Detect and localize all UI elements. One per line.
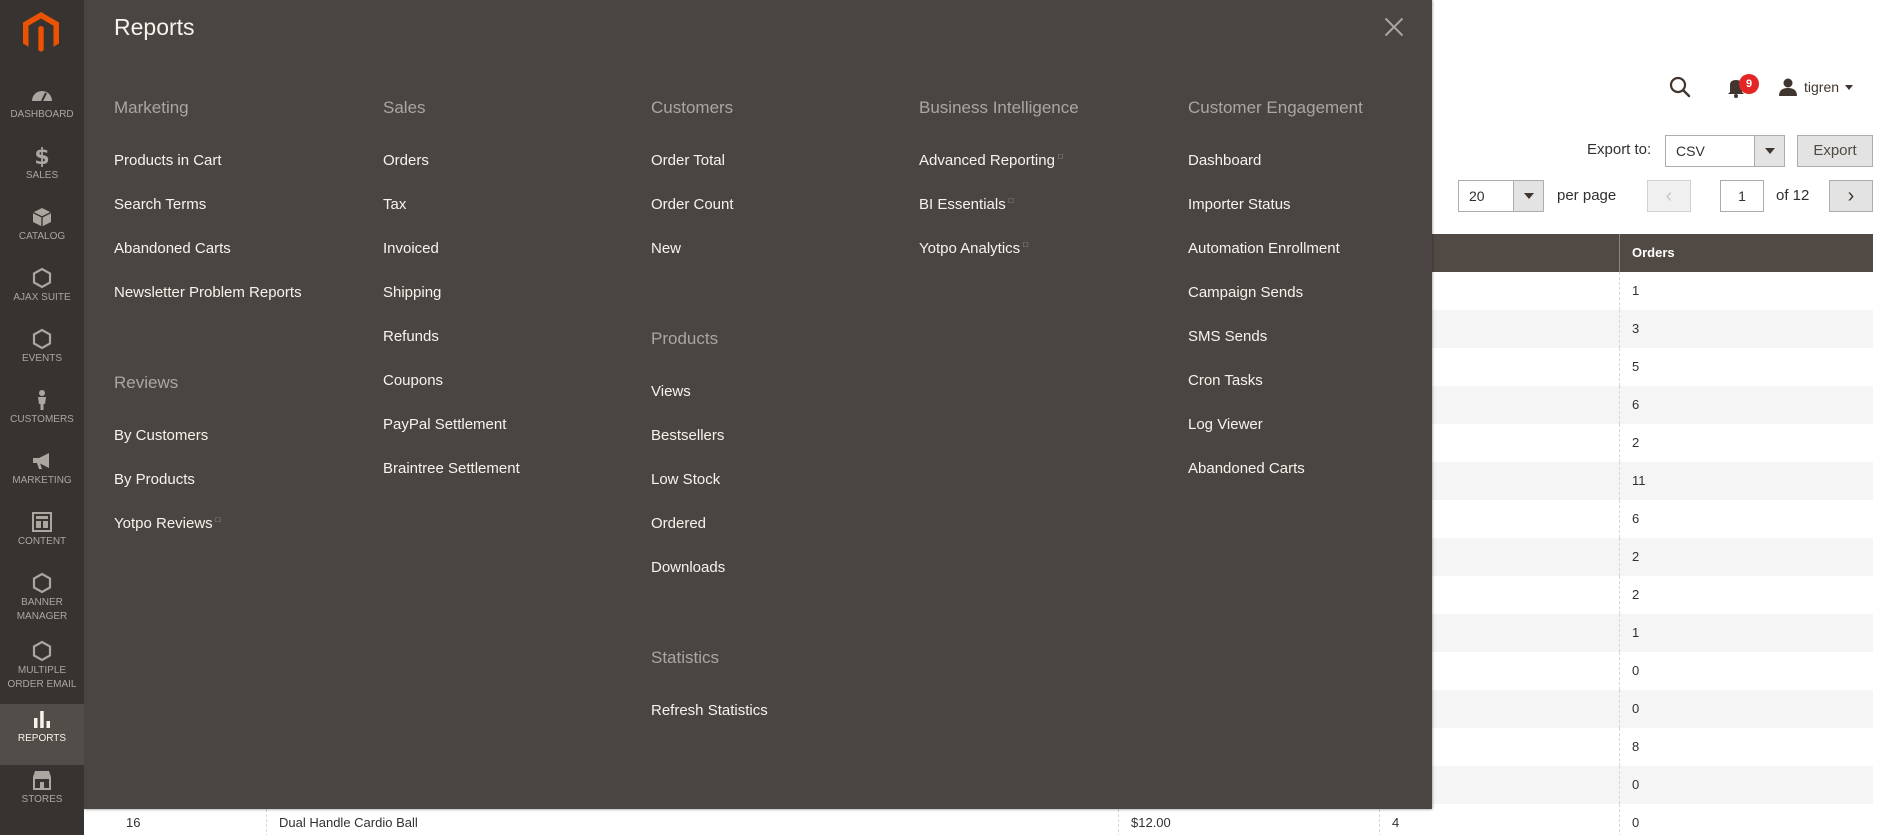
previous-page-button[interactable]: [1647, 180, 1691, 212]
chevron-left-icon: ‹: [1665, 184, 1673, 207]
hexagon-icon: [30, 572, 54, 594]
megaphone-icon: [30, 450, 54, 472]
sidebar-item-customers[interactable]: [0, 385, 84, 446]
flyout-title: Reports: [114, 14, 195, 40]
next-page-button[interactable]: [1829, 180, 1873, 212]
reports-flyout: [84, 0, 1432, 809]
link-search-terms[interactable]: Search Terms: [114, 196, 207, 213]
dollar-icon: [30, 145, 54, 167]
cell-orders: 3: [1619, 310, 1639, 348]
external-link-icon: □: [1023, 240, 1029, 249]
link-newsletter-problem-reports[interactable]: Newsletter Problem Reports: [114, 284, 302, 301]
link-new[interactable]: New: [651, 240, 682, 257]
sidebar-item-label: STORES: [21, 794, 63, 805]
link-label: Advanced Reporting: [919, 152, 1055, 169]
notifications-badge: 9: [1739, 74, 1759, 94]
group-title-reviews: Reviews: [114, 373, 179, 392]
link-ordered[interactable]: Ordered: [651, 515, 707, 532]
cell-orders: 2: [1619, 576, 1639, 614]
hexagon-icon: [30, 328, 54, 350]
sidebar-item-stores[interactable]: [0, 765, 84, 826]
link-braintree-settlement[interactable]: Braintree Settlement: [383, 460, 520, 477]
cell-orders: 0: [1619, 652, 1639, 690]
link-order-count[interactable]: Order Count: [651, 196, 734, 213]
cell-orders: 2: [1619, 538, 1639, 576]
user-name: tigren: [1804, 79, 1840, 95]
sidebar-item-events[interactable]: [0, 324, 84, 385]
link-sms-sends[interactable]: SMS Sends: [1188, 328, 1268, 345]
link-invoiced[interactable]: Invoiced: [383, 240, 439, 257]
close-icon[interactable]: [1381, 14, 1407, 40]
export-button[interactable]: Export: [1797, 135, 1873, 167]
link-by-products[interactable]: By Products: [114, 471, 195, 488]
link-abandoned-carts[interactable]: Abandoned Carts: [114, 240, 231, 257]
total-pages: of 12: [1776, 187, 1810, 204]
link-paypal-settlement[interactable]: PayPal Settlement: [383, 416, 507, 433]
sidebar-item-label: CONTENT: [17, 536, 67, 547]
link-campaign-sends[interactable]: Campaign Sends: [1188, 284, 1304, 301]
hexagon-icon: [30, 267, 54, 289]
per-page-value: 20: [1469, 188, 1485, 204]
group-title-statistics: Statistics: [651, 648, 720, 667]
export-label: Export to:: [1587, 141, 1652, 158]
user-menu[interactable]: [1778, 75, 1853, 99]
store-icon: [30, 769, 54, 791]
cell-orders: 0: [1619, 804, 1639, 835]
cell-id: 16: [126, 815, 141, 830]
sidebar-item-reports[interactable]: [0, 704, 84, 765]
link-dashboard[interactable]: Dashboard: [1188, 152, 1262, 169]
link-engagement-abandoned-carts[interactable]: Abandoned Carts: [1188, 460, 1305, 477]
link-order-total[interactable]: Order Total: [651, 152, 725, 169]
cell-quantity: 4: [1379, 804, 1399, 835]
sidebar-item-label: MARKETING: [12, 475, 72, 486]
cell-orders: 2: [1619, 424, 1639, 462]
sidebar-item-label: AJAX SUITE: [13, 292, 71, 303]
link-cron-tasks[interactable]: Cron Tasks: [1188, 372, 1263, 389]
sidebar-item-label: SALES: [25, 170, 59, 181]
sidebar-item-label: MULTIPLE ORDER EMAIL: [7, 665, 77, 690]
sidebar-item-label: EVENTS: [21, 353, 62, 364]
cell-orders: 6: [1619, 386, 1639, 424]
link-refresh-statistics[interactable]: Refresh Statistics: [651, 702, 768, 719]
link-yotpo-analytics[interactable]: [919, 240, 1028, 257]
box-icon: [30, 206, 54, 228]
cell-product-name: Dual Handle Cardio Ball: [266, 804, 418, 835]
export-format-value: CSV: [1676, 143, 1705, 159]
sidebar-item-label: DASHBOARD: [10, 109, 74, 120]
sidebar-item-catalog[interactable]: [0, 202, 84, 263]
sidebar-item-banner-manager[interactable]: [0, 568, 84, 636]
link-advanced-reporting[interactable]: [919, 152, 1063, 169]
chevron-down-icon: [1845, 85, 1853, 90]
group-title-products: Products: [651, 329, 719, 348]
sidebar-item-label: CUSTOMERS: [10, 414, 74, 425]
link-views[interactable]: Views: [651, 383, 691, 400]
link-bestsellers[interactable]: Bestsellers: [651, 427, 725, 444]
external-link-icon: □: [215, 515, 221, 524]
svg-text:$: $: [34, 145, 50, 167]
link-shipping[interactable]: Shipping: [383, 284, 442, 301]
link-downloads[interactable]: Downloads: [651, 559, 726, 576]
layout-icon: [30, 511, 54, 533]
link-automation-enrollment[interactable]: Automation Enrollment: [1188, 240, 1340, 257]
link-label: Yotpo Analytics: [919, 240, 1021, 257]
group-title-customer-engagement: Customer Engagement: [1188, 98, 1363, 117]
chevron-down-icon: [1513, 181, 1543, 211]
group-title-marketing: Marketing: [114, 98, 189, 117]
link-label: Yotpo Reviews: [114, 515, 213, 532]
sidebar-item-label: BANNER MANAGER: [16, 597, 68, 622]
link-coupons[interactable]: Coupons: [383, 372, 444, 389]
search-icon[interactable]: [1668, 75, 1692, 99]
person-icon: [30, 389, 54, 411]
sidebar-item-label: CATALOG: [18, 231, 66, 242]
page-number-input[interactable]: 1: [1720, 180, 1764, 212]
magento-logo-icon[interactable]: [19, 10, 63, 54]
group-title-customers: Customers: [651, 98, 734, 117]
link-refunds[interactable]: Refunds: [383, 328, 439, 345]
link-by-customers[interactable]: By Customers: [114, 427, 209, 444]
cell-orders: 0: [1619, 690, 1639, 728]
export-format-select[interactable]: [1665, 135, 1785, 167]
external-link-icon: □: [1057, 152, 1063, 161]
chevron-down-icon: [1754, 136, 1784, 166]
cell-orders: 5: [1619, 348, 1639, 386]
link-bi-essentials[interactable]: [919, 196, 1014, 213]
bar-chart-icon: [30, 708, 54, 730]
link-importer-status[interactable]: Importer Status: [1188, 196, 1291, 213]
cell-orders: 1: [1619, 272, 1639, 310]
admin-sidebar: [0, 0, 84, 835]
link-yotpo-reviews[interactable]: [114, 515, 221, 532]
cell-orders: 0: [1619, 766, 1639, 804]
group-title-business-intelligence: Business Intelligence: [919, 98, 1079, 117]
cell-orders: 11: [1619, 462, 1646, 500]
sidebar-item-label: REPORTS: [17, 733, 67, 744]
link-log-viewer[interactable]: Log Viewer: [1188, 416, 1263, 433]
sidebar-item-sales[interactable]: [0, 141, 84, 202]
dashboard-icon: [30, 84, 54, 106]
sidebar-item-dashboard[interactable]: [0, 80, 84, 141]
hexagon-icon: [30, 640, 54, 662]
cell-orders: 8: [1619, 728, 1639, 766]
sidebar-item-multiple-order-email[interactable]: [0, 636, 84, 704]
link-label: BI Essentials: [919, 196, 1006, 213]
column-header-orders[interactable]: Orders: [1619, 234, 1675, 272]
link-tax[interactable]: Tax: [383, 196, 407, 213]
sidebar-item-ajax-suite[interactable]: [0, 263, 84, 324]
per-page-label: per page: [1557, 187, 1617, 204]
user-icon: [1778, 77, 1798, 97]
link-low-stock[interactable]: Low Stock: [651, 471, 721, 488]
cell-price: $12.00: [1118, 804, 1171, 835]
external-link-icon: □: [1008, 196, 1014, 205]
chevron-right-icon: ›: [1847, 184, 1855, 207]
cell-orders: 6: [1619, 500, 1639, 538]
link-orders[interactable]: Orders: [383, 152, 429, 169]
group-title-sales: Sales: [383, 98, 426, 117]
link-products-in-cart[interactable]: Products in Cart: [114, 152, 222, 169]
cell-orders: 1: [1619, 614, 1639, 652]
sidebar-item-content[interactable]: [0, 507, 84, 568]
sidebar-item-marketing[interactable]: [0, 446, 84, 507]
per-page-select[interactable]: [1458, 180, 1544, 212]
